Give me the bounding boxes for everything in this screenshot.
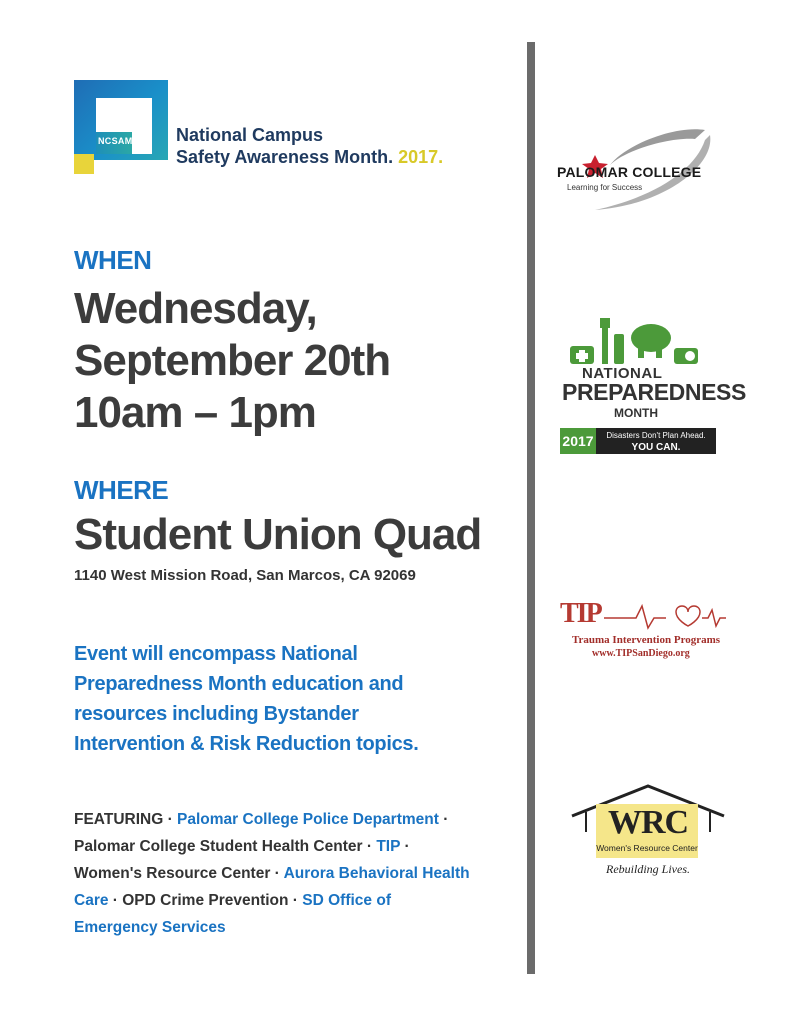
- featuring-item: SD Office of Emergency Services: [74, 892, 391, 936]
- featuring-item: OPD Crime Prevention: [122, 892, 289, 909]
- vertical-divider: [527, 42, 535, 974]
- tip-name: Trauma Intervention Programs: [572, 634, 721, 646]
- wrc-tagline: Rebuilding Lives.: [606, 862, 690, 876]
- national-preparedness-month-logo: [556, 310, 746, 460]
- npm-year: 2017: [560, 428, 596, 454]
- ncsam-title-line1: National Campus: [176, 125, 324, 145]
- event-time: 10am – 1pm: [74, 388, 316, 437]
- npm-banner-line2: YOU CAN.: [631, 442, 681, 453]
- featuring-item: Palomar College Student Health Center: [74, 838, 363, 855]
- palomar-tagline: Learning for Success: [567, 183, 643, 192]
- event-description: Event will encompass National Preparedness Month education and resources including Bystander Intervention & Risk Reduction topics.: [74, 643, 419, 755]
- ncsam-mark-icon: [74, 80, 168, 174]
- wrc-logo: [568, 782, 728, 882]
- heartbeat-icon: [558, 596, 728, 636]
- wrc-name: Women's Resource Center: [596, 843, 698, 853]
- ncsam-badge: NCSAM.: [98, 136, 136, 146]
- featuring-label: FEATURING: [74, 811, 164, 828]
- npm-national: NATIONAL: [582, 365, 663, 382]
- event-day: Wednesday,: [74, 284, 317, 333]
- ncsam-logo: [74, 80, 494, 180]
- preparedness-icons: [556, 310, 726, 366]
- npm-preparedness: PREPAREDNESS: [562, 379, 746, 405]
- ncsam-title-line2: Safety Awareness Month.: [176, 147, 394, 167]
- ncsam-title: [176, 124, 443, 168]
- npm-month: MONTH: [614, 406, 658, 420]
- palomar-name: PALOMAR COLLEGE: [557, 164, 702, 180]
- featuring-item: TIP: [376, 838, 401, 855]
- featuring-item: Women's Resource Center: [74, 865, 271, 882]
- event-date: September 20th: [74, 336, 391, 385]
- tip-mark: TIP: [560, 598, 601, 629]
- when-label: WHEN: [74, 245, 152, 275]
- event-address: 1140 West Mission Road, San Marcos, CA 92069: [74, 567, 416, 584]
- npm-banner: [596, 428, 716, 454]
- event-venue: Student Union Quad: [74, 510, 482, 559]
- tip-logo: [558, 596, 728, 666]
- where-label: WHERE: [74, 475, 169, 505]
- wrc-letters: WRC: [607, 804, 689, 841]
- palomar-college-logo: [555, 125, 725, 215]
- tip-url: www.TIPSanDiego.org: [592, 648, 690, 659]
- featuring-item: Palomar College Police Department: [177, 811, 439, 828]
- featuring-item: Aurora Behavioral Health Care: [74, 865, 470, 909]
- ncsam-year: 2017.: [398, 147, 444, 167]
- npm-banner-line1: Disasters Don't Plan Ahead.: [606, 431, 706, 440]
- featuring-list: FEATURING · Palomar College Police Department · Palomar College Student Health Center · TIP · Women's Resource Center · Aurora Behavioral Health Care · OPD Crime Prevention · SD Office of Emergency Services: [74, 811, 470, 936]
